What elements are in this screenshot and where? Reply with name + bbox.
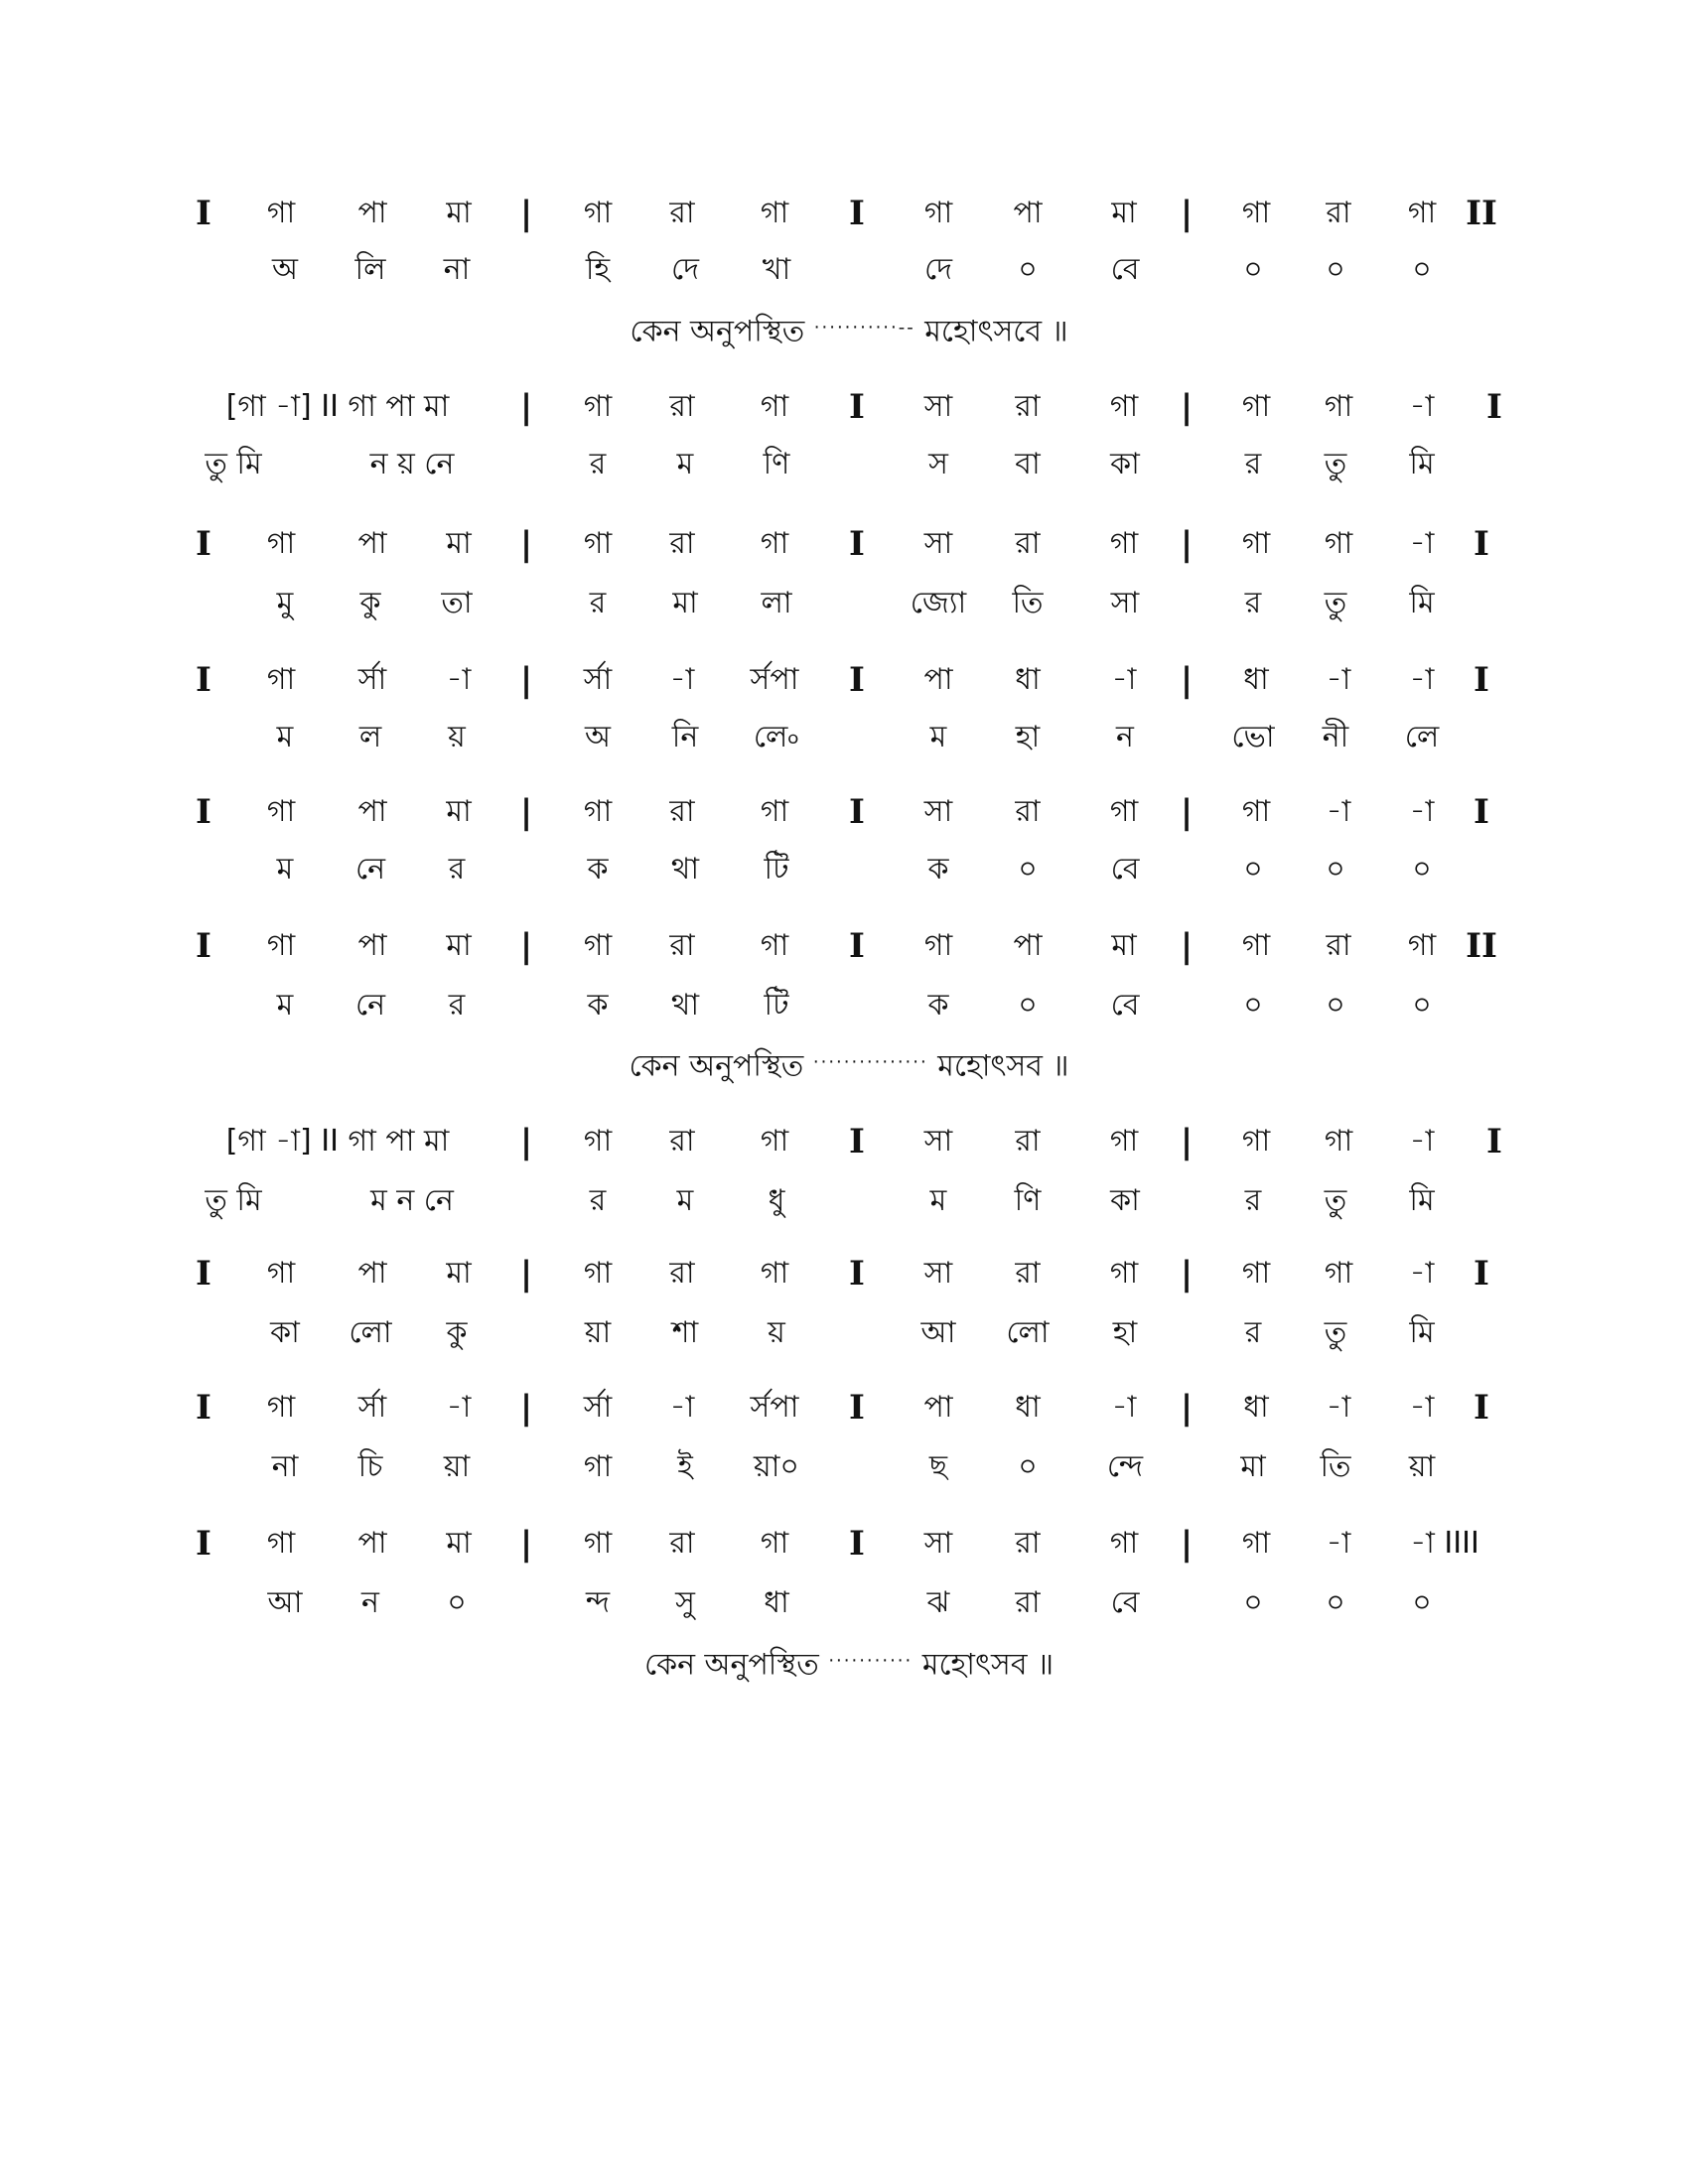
lyric-syllable: অ (585, 720, 611, 754)
note-cell: রা (669, 794, 695, 829)
bar-line: | (1180, 1524, 1194, 1564)
note-cell: গা (1109, 794, 1139, 829)
bar-line: I (849, 194, 865, 233)
bar-line: I (1486, 1122, 1502, 1161)
lyric-syllable: তু মি (205, 1183, 262, 1218)
lyric-syllable: ০ (447, 1585, 467, 1620)
bar-line: | (519, 792, 533, 832)
lyric-syllable: ম (276, 988, 294, 1023)
note-cell: গা (760, 1256, 789, 1291)
lyric-syllable: য় (448, 720, 466, 754)
note-cell: গা (583, 1256, 613, 1291)
bar-line: I (849, 926, 865, 966)
bar-line: II (1466, 194, 1497, 233)
bar-line: I (849, 524, 865, 564)
note-cell: গা (266, 1526, 296, 1561)
lyric-syllable: য় (768, 1315, 785, 1350)
note-cell: র্সা (583, 662, 613, 697)
bar-line: | (519, 660, 533, 700)
lyric-syllable: কা (1110, 1183, 1140, 1218)
note-cell: গা (1407, 196, 1437, 230)
note-cell: গা (760, 526, 789, 561)
note-cell: র্সা (583, 1390, 613, 1425)
note-cell: গা (1241, 196, 1271, 230)
lyric-syllable: তু (1324, 1183, 1347, 1218)
lyric-syllable: ০ (1018, 988, 1038, 1023)
lyric-syllable: মি (1409, 1183, 1435, 1218)
bar-line: I (196, 1254, 211, 1294)
lyric-syllable: গা (583, 1449, 613, 1484)
lyric-syllable: র (1244, 1183, 1262, 1218)
note-cell: ধা (1015, 662, 1041, 697)
bar-line: I (1486, 387, 1502, 427)
lyric-syllable: লে (1404, 720, 1440, 754)
note-cell: গা (923, 196, 953, 230)
lyric-syllable: তি (1012, 586, 1044, 620)
note-cell: গা (583, 1526, 613, 1561)
lyric-syllable: টি (764, 988, 789, 1023)
lyric-syllable: ঝ (926, 1585, 950, 1620)
note-cell: -া (1326, 1526, 1351, 1561)
note-cell: গা (1324, 526, 1353, 561)
note-cell: রা (669, 1124, 695, 1159)
lyric-syllable: বা (1015, 447, 1041, 481)
note-cell: মা (1111, 928, 1137, 963)
lyric-syllable: বে (1110, 1585, 1140, 1620)
note-cell: গা (760, 1526, 789, 1561)
note-cell: রা (1015, 794, 1041, 829)
bar-line: I (849, 1122, 865, 1161)
lyric-syllable: সা (1110, 586, 1140, 620)
refrain-ellipsis: ··········· (828, 1650, 914, 1672)
lyric-syllable: বে (1110, 988, 1140, 1023)
lyric-syllable: ক (587, 988, 609, 1023)
lyric-syllable: মু (276, 586, 294, 620)
note-cell: -া (1409, 526, 1435, 561)
lyric-syllable: লো (349, 1315, 392, 1350)
lyric-syllable: ম ন নে (370, 1183, 454, 1218)
lyric-syllable: ই (677, 1449, 693, 1484)
bar-line: | (1180, 1254, 1194, 1294)
lyric-syllable: জ্যো (910, 586, 967, 620)
note-cell: রা (669, 1256, 695, 1291)
lyric-syllable: কা (1110, 447, 1140, 481)
note-cell: পা (923, 1390, 953, 1425)
note-cell: গা (1324, 1124, 1353, 1159)
lyric-syllable: স (928, 447, 948, 481)
bar-line: I (196, 1388, 211, 1428)
lyric-syllable: ভো (1231, 720, 1275, 754)
lyric-syllable: ম (929, 1183, 947, 1218)
bar-line: I (196, 524, 211, 564)
note-cell: গা (1241, 389, 1271, 424)
bar-line: I (849, 1254, 865, 1294)
note-cell: পা (357, 794, 387, 829)
refrain-text: কেন অনুপস্থিত (629, 1048, 804, 1084)
note-cell: গা (266, 662, 296, 697)
lyric-syllable: লো (1006, 1315, 1050, 1350)
note-cell: সা (923, 794, 953, 829)
lyric-syllable: সু (675, 1585, 695, 1620)
lyric-syllable: দে (924, 252, 952, 287)
lyric-syllable: র (448, 988, 466, 1023)
note-cell: রা (1015, 1526, 1041, 1561)
refrain-ellipsis: ···········-- (813, 317, 915, 339)
refrain-text: কেন অনুপস্থিত (643, 1647, 819, 1683)
note-cell: ধা (1243, 662, 1269, 697)
note-cell: মা (446, 928, 472, 963)
note-cell: মা (446, 1256, 472, 1291)
refrain-line (644, 1641, 1054, 1692)
note-cell: গা (266, 196, 296, 230)
note-cell: -া (669, 1390, 695, 1425)
lyric-syllable: অ (272, 252, 298, 287)
note-cell: সা (923, 389, 953, 424)
lyric-syllable: তি (1320, 1449, 1351, 1484)
lyric-syllable: ০ (1412, 852, 1432, 887)
lyric-syllable: য়া০ (754, 1449, 799, 1484)
lyric-syllable: ০ (1326, 988, 1345, 1023)
lyric-syllable: দে (671, 252, 699, 287)
lyric-syllable: ক (927, 988, 949, 1023)
lyric-syllable: ০ (1243, 852, 1263, 887)
note-cell: রা (1015, 389, 1041, 424)
note-cell: -া (446, 662, 472, 697)
note-cell: রা (1015, 526, 1041, 561)
refrain-end: মহোৎসবে ॥ (924, 314, 1068, 349)
note-cell: রা (669, 526, 695, 561)
note-cell: গা (1109, 526, 1139, 561)
refrain-end: মহোৎসব ॥ (921, 1647, 1055, 1683)
bar-line: | (1180, 792, 1194, 832)
bar-line: I (196, 926, 211, 966)
lyric-syllable: না (271, 1449, 299, 1484)
note-cell: গা (266, 928, 296, 963)
note-cell: গা (1241, 928, 1271, 963)
lyric-syllable: তু মি (205, 447, 262, 481)
bar-line: | (1180, 1388, 1194, 1428)
note-cell: ধা (1015, 1390, 1041, 1425)
note-cell: রা (669, 1526, 695, 1561)
lyric-syllable: ধা (764, 1585, 789, 1620)
bar-line: | (519, 194, 533, 233)
lyric-syllable: ০ (1243, 252, 1263, 287)
refrain-line (630, 1042, 1069, 1093)
lyric-syllable: ণি (1014, 1183, 1042, 1218)
lyric-syllable: ক (927, 852, 949, 887)
bar-line: | (1180, 660, 1194, 700)
lyric-syllable: কু (359, 586, 381, 620)
bar-line: I (849, 792, 865, 832)
note-cell: -া (1409, 1256, 1435, 1291)
note-cell: -া (1111, 1390, 1137, 1425)
note-cell: -া (1111, 662, 1137, 697)
note-cell: -া (1326, 1390, 1351, 1425)
note-cell: সা (923, 526, 953, 561)
note-cell: পা (357, 526, 387, 561)
bar-line: I (1474, 792, 1489, 832)
lyric-syllable: ০ (1018, 1449, 1038, 1484)
bar-line: I (196, 792, 211, 832)
refrain-line (630, 308, 1067, 358)
lyric-syllable: তু (1324, 1315, 1347, 1350)
note-cell: গা (1109, 1526, 1139, 1561)
note-cell: মা (446, 794, 472, 829)
lyric-syllable: লি (354, 252, 386, 287)
lyric-syllable: মা (672, 586, 698, 620)
note-cell: র্সা (357, 1390, 387, 1425)
bar-line: | (519, 1524, 533, 1564)
lyric-syllable: য়া (443, 1449, 471, 1484)
lyric-syllable: ০ (1243, 1585, 1263, 1620)
bar-line: I (1474, 1388, 1489, 1428)
lyric-syllable: ম (276, 852, 294, 887)
note-cell: গা (583, 389, 613, 424)
note-cell: -া (1409, 1124, 1435, 1159)
note-cell: ধা (1243, 1390, 1269, 1425)
note-cell: রা (1326, 196, 1351, 230)
lyric-syllable: আ (267, 1585, 303, 1620)
bar-line: I (849, 1388, 865, 1428)
note-cell: পা (357, 1526, 387, 1561)
lyric-syllable: মি (1409, 447, 1435, 481)
lyric-syllable: র (589, 447, 607, 481)
note-cell: গা (1109, 1124, 1139, 1159)
lyric-syllable: ম (676, 1183, 694, 1218)
note-cell: -া (1409, 662, 1435, 697)
lyric-syllable: র (1244, 1315, 1262, 1350)
lyric-syllable: বে (1110, 252, 1140, 287)
lyric-syllable: মি (1409, 1315, 1435, 1350)
note-cell: পা (1013, 196, 1043, 230)
lyric-syllable: মি (1409, 586, 1435, 620)
lyric-syllable: ন (1116, 720, 1134, 754)
note-cell: গা (1241, 1526, 1271, 1561)
lyric-syllable: খা (762, 252, 791, 287)
bar-line: | (1180, 194, 1194, 233)
note-cell: গা (266, 526, 296, 561)
lyric-syllable: য়া (1408, 1449, 1436, 1484)
note-cell: গা (1241, 526, 1271, 561)
bar-line: I (196, 1524, 211, 1564)
bar-line: I (1474, 1254, 1489, 1294)
note-cell: গা (923, 928, 953, 963)
note-cell: রা (669, 389, 695, 424)
bar-line: I (849, 387, 865, 427)
lyric-syllable: ০ (1412, 988, 1432, 1023)
bar-line: | (1180, 1122, 1194, 1161)
note-cell: গা (266, 1390, 296, 1425)
note-cell: -া (1326, 662, 1351, 697)
lyric-syllable: তু (1324, 447, 1347, 481)
note-cell: গা (1241, 794, 1271, 829)
lyric-syllable: তু (1324, 586, 1347, 620)
note-cell: গা (583, 794, 613, 829)
lyric-syllable: নে (354, 852, 386, 887)
lyric-syllable: লা (761, 586, 792, 620)
note-cell: -া (446, 1390, 472, 1425)
lyric-syllable: ম (276, 720, 294, 754)
note-cell: গা (760, 389, 789, 424)
lyric-syllable: ন য় নে (369, 447, 455, 481)
note-cell: র্সা (357, 662, 387, 697)
bar-line: I (849, 660, 865, 700)
lyric-syllable: হি (585, 252, 611, 287)
lyric-syllable: ম (929, 720, 947, 754)
note-cell: রা (1326, 928, 1351, 963)
lyric-syllable: হা (1112, 1315, 1138, 1350)
bar-line: I (196, 194, 211, 233)
refrain-ellipsis: ··············· (812, 1051, 928, 1073)
note-cell: গা (583, 1124, 613, 1159)
lyric-syllable: ণি (763, 447, 790, 481)
note-cell: -া (1326, 794, 1351, 829)
lyric-syllable: নী (1322, 720, 1349, 754)
note-cell: মা (1111, 196, 1137, 230)
lyric-syllable: ল (358, 720, 382, 754)
note-cell: গা (266, 1256, 296, 1291)
note-cell: -া (1409, 389, 1435, 424)
bar-line: I (1474, 524, 1489, 564)
bar-line: | (519, 1388, 533, 1428)
bar-line: | (1180, 926, 1194, 966)
bar-line: | (1180, 387, 1194, 427)
note-cell: রা (1015, 1124, 1041, 1159)
lyric-syllable: থা (670, 852, 700, 887)
lyric-syllable: টি (764, 852, 789, 887)
note-cell: সা (923, 1256, 953, 1291)
note-cell: র্সপা (750, 662, 799, 697)
lyric-syllable: লে৹ (753, 720, 800, 754)
note-cell: সা (923, 1124, 953, 1159)
bar-line: II (1466, 926, 1497, 966)
note-cell: পা (357, 196, 387, 230)
note-cell: গা (760, 196, 789, 230)
note-cell: রা (1015, 1256, 1041, 1291)
lyric-syllable: ন (361, 1585, 379, 1620)
lyric-syllable: তা (441, 586, 473, 620)
note-cell: গা (583, 526, 613, 561)
bar-line: I (849, 1524, 865, 1564)
lyric-syllable: থা (670, 988, 700, 1023)
lyric-syllable: ০ (1412, 252, 1432, 287)
note-cell: গা (1241, 1124, 1271, 1159)
note-cell: গা (760, 1124, 789, 1159)
lyric-syllable: ০ (1018, 252, 1038, 287)
note-cell: মা (446, 196, 472, 230)
lyric-syllable: ন্দে (1106, 1449, 1144, 1484)
lyric-syllable: নে (354, 988, 386, 1023)
note-cell: গা (1324, 1256, 1353, 1291)
lyric-syllable: ০ (1018, 852, 1038, 887)
lyric-syllable: মা (1240, 1449, 1266, 1484)
lyric-syllable: কু (446, 1315, 468, 1350)
note-cell: পা (923, 662, 953, 697)
note-cell: পা (357, 928, 387, 963)
lyric-syllable: ন্দ (585, 1585, 611, 1620)
lyric-syllable: চি (357, 1449, 383, 1484)
note-cell: গা (583, 196, 613, 230)
lyric-syllable: ধু (768, 1183, 785, 1218)
note-cell: পা (357, 1256, 387, 1291)
lyric-syllable: ০ (1412, 1585, 1432, 1620)
lyric-syllable: বে (1110, 852, 1140, 887)
lyric-syllable: ০ (1326, 1585, 1345, 1620)
lyric-syllable: র (589, 1183, 607, 1218)
lyric-syllable: র (589, 586, 607, 620)
bar-line: | (519, 926, 533, 966)
note-cell: গা (1109, 389, 1139, 424)
note-cell: -া (1409, 794, 1435, 829)
note-cell: -া (1409, 1390, 1435, 1425)
refrain-end: মহোৎসব ॥ (937, 1048, 1069, 1084)
note-cell: গা (760, 794, 789, 829)
note-cell: রা (669, 928, 695, 963)
lyric-syllable: ০ (1326, 852, 1345, 887)
lyric-syllable: ম (676, 447, 694, 481)
lyric-syllable: ০ (1243, 988, 1263, 1023)
note-cell: গা (1109, 1256, 1139, 1291)
bar-line: | (519, 1122, 533, 1161)
lyric-syllable: আ (920, 1315, 956, 1350)
note-cell: গা (583, 928, 613, 963)
lyric-syllable: শা (671, 1315, 699, 1350)
lyric-syllable: র (1244, 586, 1262, 620)
note-cell: -া (669, 662, 695, 697)
bar-line: I (196, 660, 211, 700)
lyric-syllable: নি (671, 720, 699, 754)
bar-line: | (519, 524, 533, 564)
bar-line: I (1474, 660, 1489, 700)
note-cell: -া IIII (1410, 1526, 1479, 1561)
bar-line: | (519, 1254, 533, 1294)
lyric-syllable: ছ (928, 1449, 948, 1484)
note-cell: সা (923, 1526, 953, 1561)
note-cell: [গা -া] II গা পা মা (225, 1124, 450, 1159)
note-cell: পা (1013, 928, 1043, 963)
note-cell: গা (1324, 389, 1353, 424)
note-cell: মা (446, 1526, 472, 1561)
lyric-syllable: র (1244, 447, 1262, 481)
lyric-syllable: ০ (1326, 252, 1345, 287)
bar-line: | (519, 387, 533, 427)
note-cell: [গা -া] II গা পা মা (225, 389, 450, 424)
lyric-syllable: কা (270, 1315, 300, 1350)
lyric-syllable: হা (1015, 720, 1041, 754)
refrain-text: কেন অনুপস্থিত (630, 314, 805, 349)
note-cell: রা (669, 196, 695, 230)
lyric-syllable: য়া (584, 1315, 612, 1350)
lyric-syllable: ক (587, 852, 609, 887)
lyric-syllable: না (443, 252, 471, 287)
note-cell: গা (760, 928, 789, 963)
note-cell: গা (1241, 1256, 1271, 1291)
note-cell: মা (446, 526, 472, 561)
lyric-syllable: র (448, 852, 466, 887)
note-cell: গা (1407, 928, 1437, 963)
note-cell: গা (266, 794, 296, 829)
note-cell: র্সপা (750, 1390, 799, 1425)
lyric-syllable: রা (1015, 1585, 1041, 1620)
bar-line: | (1180, 524, 1194, 564)
